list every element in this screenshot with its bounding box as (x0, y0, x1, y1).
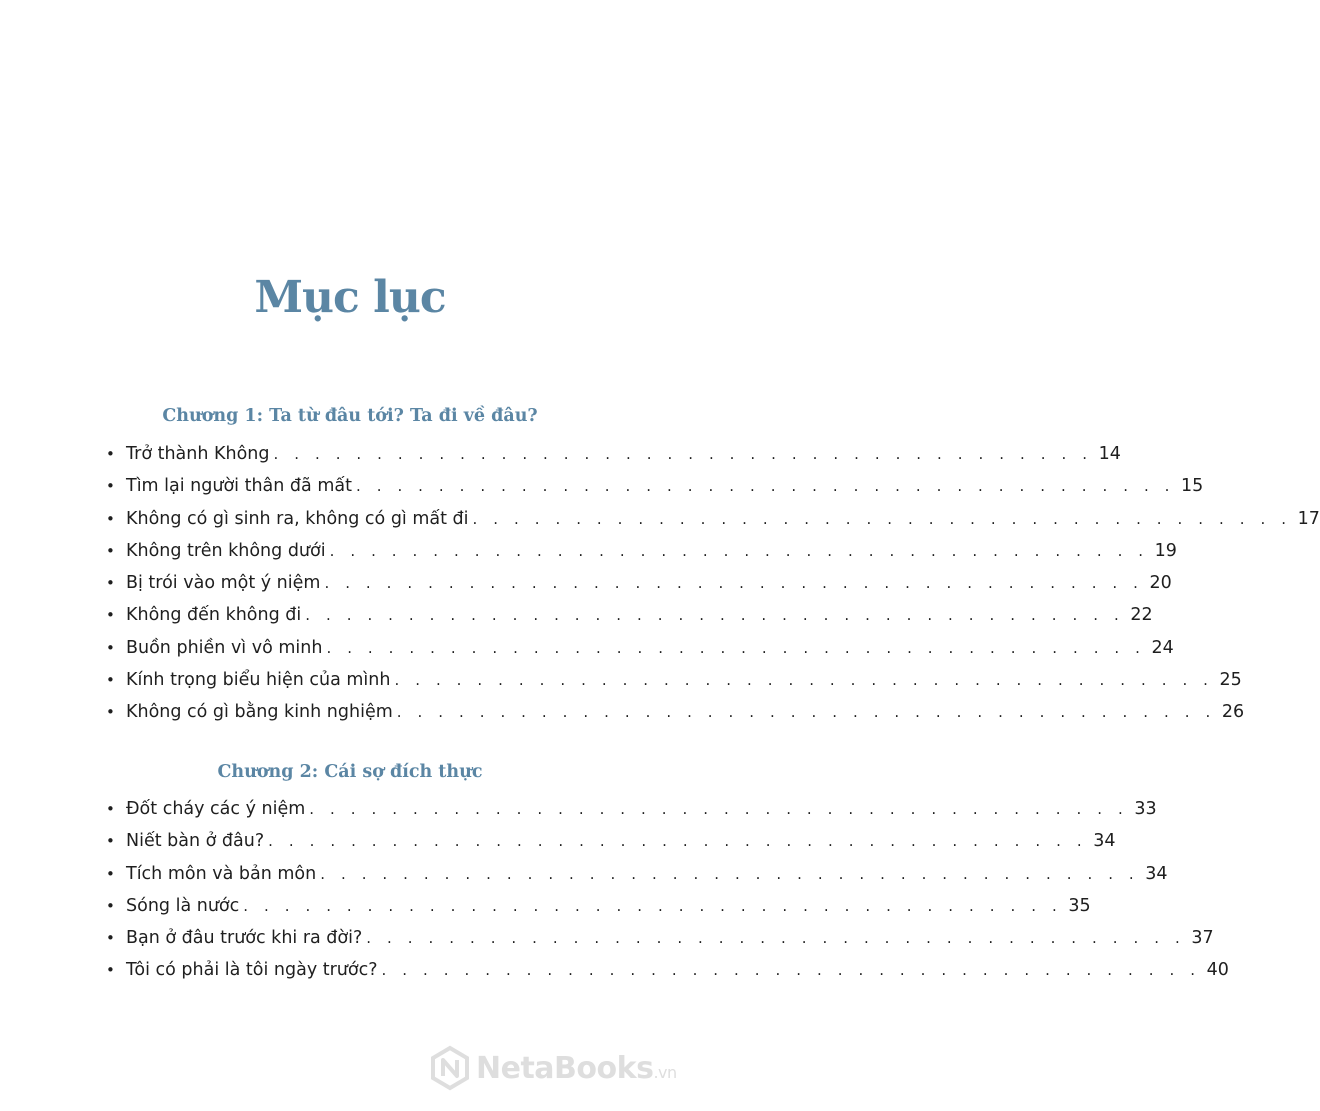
entry-page-number: 34 (1145, 863, 1168, 884)
entry-page-number: 17 (1297, 508, 1320, 529)
entry-page-number: 14 (1098, 444, 1121, 464)
bullet-icon: • (106, 832, 115, 851)
bullet-icon: • (106, 929, 115, 948)
entry-page-number: 19 (1154, 540, 1177, 561)
dot-leader: . . . . . . . . . . . . . . . . . . . . . . . . . . . . . . . . . . . . . . . . (394, 671, 1214, 690)
toc-entry[interactable] (106, 960, 1229, 992)
toc-entry[interactable] (106, 702, 1245, 734)
entry-title: Buồn phiền vì vô minh (126, 637, 323, 658)
page-title: Mục lục (254, 272, 446, 323)
entry-title: Niết bàn ở đâu? (126, 831, 265, 852)
watermark-brand: NetaBooks (476, 1050, 654, 1086)
entry-page-number: 20 (1149, 573, 1172, 594)
dot-leader: . . . . . . . . . . . . . . . . . . . . . . . . . . . . . . . . . . . . . . . . (320, 864, 1140, 883)
chapter-2-heading: Chương 2: Cái sợ đích thực (217, 762, 483, 782)
entry-title: Không có gì sinh ra, không có gì mất đi (126, 508, 469, 529)
watermark-text (476, 1051, 677, 1086)
dot-leader: . . . . . . . . . . . . . . . . . . . . . . . . . . . . . . . . . . . . . . . . (396, 703, 1216, 722)
bullet-icon: • (106, 671, 115, 690)
dot-leader: . . . . . . . . . . . . . . . . . . . . . . . . . . . . . . . . . . . . . . . . (273, 445, 1093, 463)
toc-entry[interactable] (106, 799, 1157, 831)
dot-leader: . . . . . . . . . . . . . . . . . . . . . . . . . . . . . . . . . . . . . . . . (381, 961, 1201, 980)
toc-entry[interactable] (106, 670, 1242, 702)
entry-page-number: 33 (1134, 799, 1157, 819)
dot-leader: . . . . . . . . . . . . . . . . . . . . . . . . . . . . . . . . . . . . . . . . (243, 896, 1063, 915)
toc-entry[interactable] (106, 637, 1174, 670)
bullet-icon: • (106, 896, 115, 915)
toc-entry[interactable] (106, 444, 1121, 476)
entry-page-number: 40 (1206, 960, 1229, 981)
entry-title: Trở thành Không (126, 444, 270, 464)
entry-page-number: 37 (1191, 928, 1214, 949)
entry-title: Không đến không đi (126, 605, 302, 626)
entry-title: Không có gì bằng kinh nghiệm (126, 702, 393, 723)
dot-leader: . . . . . . . . . . . . . . . . . . . . . . . . . . . . . . . . . . . . . . . . (472, 509, 1292, 528)
dot-leader: . . . . . . . . . . . . . . . . . . . . . . . . . . . . . . . . . . . . . . . . (268, 832, 1088, 851)
chapter-1-heading: Chương 1: Ta từ đâu tới? Ta đi về đâu? (162, 406, 538, 426)
bullet-icon: • (106, 574, 115, 593)
watermark-suffix: .vn (653, 1062, 677, 1082)
bullet-icon: • (106, 638, 115, 657)
bullet-icon: • (106, 541, 115, 560)
dot-leader: . . . . . . . . . . . . . . . . . . . . . . . . . . . . . . . . . . . . . . . . (305, 606, 1125, 625)
dot-leader: . . . . . . . . . . . . . . . . . . . . . . . . . . . . . . . . . . . . . . . . (324, 574, 1144, 593)
entry-title: Bị trói vào một ý niệm (126, 573, 321, 594)
entry-page-number: 15 (1181, 476, 1204, 497)
bullet-icon: • (106, 606, 115, 625)
toc-entry[interactable] (106, 540, 1177, 573)
bullet-icon: • (106, 509, 115, 528)
toc-entry[interactable] (106, 831, 1116, 863)
toc-entry[interactable] (106, 605, 1153, 637)
entry-page-number: 24 (1151, 637, 1174, 658)
entry-title: Kính trọng biểu hiện của mình (126, 670, 391, 691)
bullet-icon: • (106, 961, 115, 980)
entry-page-number: 25 (1219, 670, 1242, 691)
entry-title: Không trên không dưới (126, 540, 326, 561)
entry-page-number: 34 (1093, 831, 1116, 852)
entry-title: Đốt cháy các ý niệm (126, 799, 306, 819)
dot-leader: . . . . . . . . . . . . . . . . . . . . . . . . . . . . . . . . . . . . . . . . (326, 638, 1146, 657)
toc-entry[interactable] (106, 928, 1214, 960)
dot-leader: . . . . . . . . . . . . . . . . . . . . . . . . . . . . . . . . . . . . . . . . (355, 477, 1176, 496)
entry-page-number: 35 (1068, 895, 1091, 916)
dot-leader: . . . . . . . . . . . . . . . . . . . . . . . . . . . . . . . . . . . . . . . . (366, 929, 1186, 948)
dot-leader: . . . . . . . . . . . . . . . . . . . . . . . . . . . . . . . . . . . . . . . . (329, 541, 1149, 560)
toc-entry[interactable] (106, 476, 1204, 508)
toc-entry[interactable] (106, 863, 1168, 896)
netabooks-logo-icon (430, 1046, 470, 1090)
entry-page-number: 26 (1221, 702, 1245, 723)
bullet-icon: • (106, 703, 115, 722)
chapter-1-entries (106, 444, 1320, 735)
entry-title: Tôi có phải là tôi ngày trước? (126, 960, 378, 981)
entry-title: Sóng là nước (126, 895, 240, 916)
entry-title: Tích môn và bản môn (126, 863, 317, 884)
bullet-icon: • (106, 445, 115, 463)
bullet-icon: • (106, 800, 115, 818)
entry-page-number: 22 (1130, 605, 1153, 626)
toc-entry[interactable] (106, 573, 1172, 605)
toc-entry[interactable] (106, 895, 1091, 928)
entry-title: Bạn ở đâu trước khi ra đời? (126, 928, 363, 949)
dot-leader: . . . . . . . . . . . . . . . . . . . . . . . . . . . . . . . . . . . . . . . . (309, 800, 1129, 818)
toc-entry[interactable] (106, 508, 1320, 541)
bullet-icon: • (106, 864, 115, 883)
entry-title: Tìm lại người thân đã mất (126, 476, 352, 497)
netabooks-watermark (430, 1046, 677, 1090)
bullet-icon: • (106, 477, 115, 496)
chapter-2-entries (106, 799, 1229, 993)
